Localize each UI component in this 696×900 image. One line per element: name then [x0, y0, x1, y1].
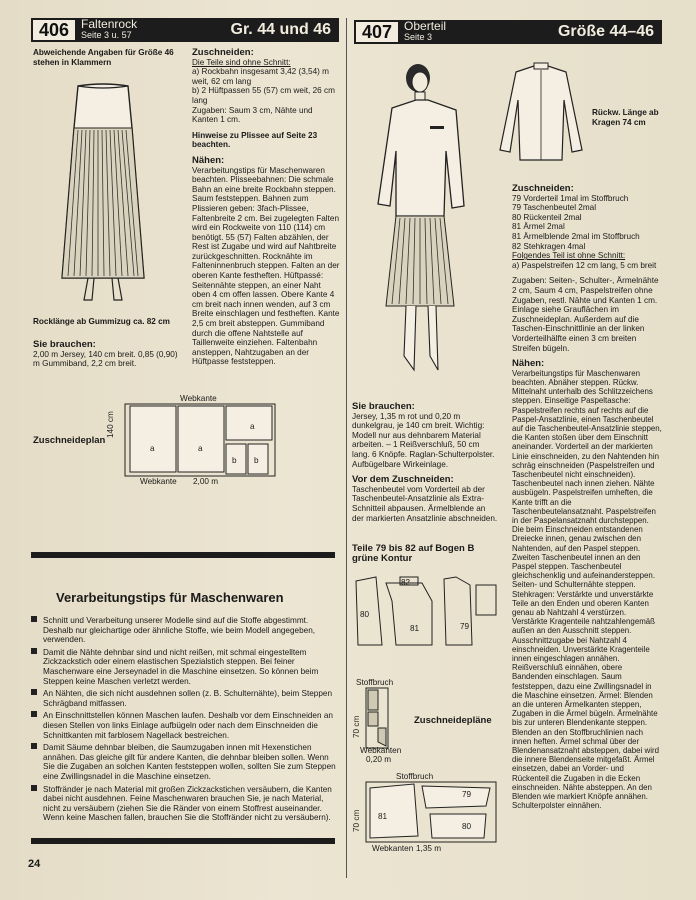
piece-label: b — [232, 456, 237, 465]
sewing-title: Nähen: — [192, 154, 225, 166]
pattern-size: Gr. 44 und 46 — [230, 21, 331, 38]
materials-text: 2,00 m Jersey, 140 cm breit. 0,85 (0,90) m Gummiband, 2,2 cm breit. — [33, 349, 178, 369]
plan-top-edge: Webkante — [180, 394, 217, 403]
piece-label: 81 — [410, 624, 420, 633]
materials-title: Sie brauchen: — [352, 401, 415, 412]
materials-title: Sie brauchen: — [33, 339, 96, 350]
pattern-subtitle: Seite 3 u. 57 — [81, 30, 132, 40]
plan1-fold: Stoffbruch — [356, 678, 394, 687]
cut-line: a) Paspelstreifen 12 cm lang, 5 cm breit — [512, 260, 657, 270]
list-item: An Nähten, die sich nicht ausdehnen sollen (z. B. Schulternähte), beim Steppen Schrägband mitfassen. — [31, 689, 337, 708]
pattern-number: 407 — [356, 22, 398, 42]
list-item: Schnitt und Verarbeitung unserer Modelle sind auf die Stoffe abgestimmt. Deshalb nur gleichartige oder ähnliche Stoffe, wie beim Modell angegeben, verwenden. — [31, 616, 337, 645]
interfacing: Einlage siehe Grauflächen im Zuschneideplan. Außerdem auf die Taschen-Einschnittlinie an der linken Vorderteilhälfte einen 3 cm breiten Streifen bügeln. — [512, 305, 645, 353]
pattern-number: 406 — [33, 20, 75, 40]
cut-line: Folgendes Teil ist ohne Schnitt: — [512, 251, 626, 261]
cutting-406 — [192, 48, 340, 367]
cut-line: a) Rockbahn insgesamt 3,42 (3,54) m weit, 62 cm lang — [192, 67, 329, 86]
piece-label: a — [250, 422, 255, 431]
plan2-height: 70 cm — [352, 809, 361, 832]
pattern-title: Faltenrock — [81, 17, 138, 31]
pleat-hint: Hinweise zu Plissee auf Seite 23 beachten. — [192, 130, 318, 150]
parts-title: Teile 79 bis 82 auf Bogen B grüne Kontur — [352, 543, 475, 564]
size-note: Abweichende Angaben für Größe 46 stehen in Klammern — [33, 48, 174, 67]
materials-text: Jersey, 1,35 m rot und 0,20 m dunkelgrau, je 140 cm breit. Wichtig: Modell nur aus dehnbarem Material arbeiten. – 1 Reißverschluß, 50 cm lang. 6 Knöpfe. Raglan-Schulterpolster. Aufbügelbare Wirkeinlage. — [352, 411, 495, 469]
plan2-edge: Webkanten — [372, 844, 414, 853]
cutting-title: Zuschneiden: — [512, 183, 574, 194]
header-406 — [31, 18, 339, 42]
header-407 — [354, 20, 662, 44]
pattern-pieces-diagram — [352, 575, 502, 665]
before-cutting-text: Taschenbeutel vom Vorderteil ab der Taschenbeutel-Ansatzlinie als Extra-Schnitteil abpausen. Ärmelblende an der markierten Ansatzlinie abschneiden. — [352, 484, 498, 523]
cutting-plan-title: Zuschneideplan — [33, 435, 106, 446]
pattern-title: Oberteil — [404, 19, 447, 33]
plan1-height: 70 cm — [352, 715, 361, 738]
cut-line: 79 Taschenbeutel 2mal — [512, 203, 597, 213]
cutting-plans-title: Zuschneidepläne — [414, 715, 492, 726]
tips-rule-bottom — [31, 838, 335, 844]
materials-406 — [33, 340, 183, 369]
cut-line: 81 Ärmel 2mal — [512, 222, 565, 232]
tips-title: Verarbeitungstips für Maschenwaren — [56, 590, 284, 605]
cut-line: Die Teile sind ohne Schnitt: — [192, 57, 291, 67]
pattern-subtitle: Seite 3 — [404, 32, 433, 42]
cut-line: 79 Vorderteil 1mal im Stoffbruch — [512, 193, 629, 203]
cutting-title: Zuschneiden: — [192, 47, 254, 58]
plan2-fold: Stoffbruch — [396, 772, 434, 781]
cut-line: 82 Stehkragen 4mal — [512, 241, 586, 251]
cutting-plan-406 — [110, 402, 280, 482]
piece-label: a — [150, 444, 155, 453]
list-item: Damit Säume dehnbar bleiben, die Saumzugaben innen mit Hexenstichen annähen. Das gleiche gilt für andere Kanten, die dehnbar bleiben sollen. Wenn Sie die Zugaben an solchen Kanten feststeppen wollen, sollten Sie zum Steppen eine Zwillingsnadel in die Maschine einsetzen. — [31, 743, 337, 781]
sewing-text: Verarbeitungstips für Maschenwaren beachten. Abnäher steppen. Rückw. Mittelnaht unterhalb des Schlitzzeichens steppen. Einseitige Paspeltasche: Paspelstreifen rechts auf rechts auf die Paspel-Ansatzlinie, einen Taschenbeutel auf die Taschenbeutel-Ansatzlinie steppen, die Kanten stoßen über dem Einschnitt aneinander. Vorderteil an der markierten Linie einschneiden, zu den Nahtenden hin schräg einschneiden (Paspelstreifen und Taschenbeutel nicht einschneiden). Taschenbeutel nach innen ziehen. Nähte ausbügeln. Paspelstreifen umheften, die Kante trifft an die Taschenbeutelansatznaht. Paspelstreifen in der Paspelansatznaht durchsteppen. Die beim Einschneiden entstandenen Dreiecke innen, genau zwischen den Nahtenden, auf den Paspel steppen. Zweiten Taschenbeutel innen an den Paspel steppen. Taschenbeutel gleichschenklig und aufeinandersteppen. Seiten- und Schulternähte steppen. Stehkragen: Verstärkte und unverstärkte Teile an den Enden und oberen Kanten genau ab Nahtzahl 4 verstürzen. Verstärkte Kragenteile nahtzahlengemäß außen an den Ausschnitt steppen. Ausschnittzugabe bei Nahtzahl 4 einschneiden. Unverstärkte Kragenteile innen eingeschlagen annähen. Reißverschluß einnähen, obere Bandenden einschlagen. Saum feststeppen, dazu eine Zwillingsnadel in die Maschine einsetzen. Ärmel: Blenden an die unteren Ärmelkanten steppen, Zugaben in die Ärmel bügeln. Ärmelnähte bis zur unteren Blendenkante steppen. Blenden an den Stoffbruchlinien nach innen heften. Ärmel schmal über der Blendenansatznaht absteppen, dabei wird die innere Blendenseite mitgefaßt. Ärmel einsetzen, dabei an Vorder- und Rückenteil die Zugaben in die Ecken einschneiden. Nähte absteppen. An den Blenden wie markiert Knöpfe annähen. Schulterpolster einnähen. — [512, 368, 662, 811]
tips-rule-top — [31, 552, 335, 558]
skirt-illustration — [48, 78, 158, 308]
cut-line: b) 2 Hüftpassen 55 (57) cm weit, 26 cm lang — [192, 86, 335, 105]
seam-allowance: Zugaben: Seiten-, Schulter-, Ärmelnähte 2 cm, Saum 4 cm, Paspelstreifen ohne Zugaben, restl. Nähte und Kanten 1 cm. — [512, 276, 659, 305]
piece-label: 79 — [460, 622, 470, 631]
materials-407 — [352, 402, 498, 523]
tips-list — [31, 616, 337, 826]
before-cutting-title: Vor dem Zuschneiden: — [352, 474, 454, 486]
seam-allowance: Zugaben: Saum 3 cm, Nähte und Kanten 1 cm. — [192, 105, 313, 125]
piece-label: 80 — [462, 822, 472, 831]
cut-line: 80 Rückenteil 2mal — [512, 212, 582, 222]
top-illustration — [372, 56, 492, 386]
plan-bottom-edge: Webkante — [140, 477, 177, 486]
pattern-size: Größe 44–46 — [557, 23, 654, 40]
column-divider — [346, 18, 347, 878]
list-item: Damit die Nähte dehnbar sind und nicht reißen, mit schmal eingestelltem Zickzackstich oder einem elastischen Spezialstich steppen. Bei feiner Maschenware eine Jerseynadel in die Maschine einsetzen. So können beim Steppen keine Maschen verletzt werden. — [31, 648, 337, 686]
piece-label: 79 — [462, 790, 472, 799]
piece-label: 82 — [401, 578, 411, 587]
plan1-edge: Webkanten — [360, 746, 402, 755]
cutting-plan-407a — [360, 686, 390, 750]
plan-width: 2,00 m — [193, 477, 219, 486]
piece-label: 80 — [360, 610, 370, 619]
back-view-illustration — [496, 60, 586, 170]
plan-height: 140 cm — [106, 411, 115, 438]
cutting-407 — [512, 184, 662, 810]
sewing-text: Verarbeitungstips für Maschenwaren beachten. Plisseebahnen: Die schmale Bahn an eine breite Rockbahn steppen. Saum feststeppen. Bahnen zum Plissieren geben: 3fach-Plissee, Faltenbreite 2 cm. Bei zugelegten Falten wird ein Rockweite von 110 (114) cm benötigt. 55 (57) Falten abzählen, der Rest ist Zugabe und wird auf Nahtbreite zurückgeschnitten. Rocknähte im Falteninnenbruch steppen. Falten an der oberen Kante festheften. Hüftpassé: Seitennähte steppen, an einer Naht oben 4 cm offen lassen. Obere Kante 4 cm breit nach innen wenden, auf 3 cm Breite einschlagen und festheften. Kante 2,5 cm breit absteppen. Gummiband durch die offene Nahtstelle auf Taillenweite einziehen. Faltenbahn ansteppen, Nahtzugaben an der Hüftpasse feststeppen. — [192, 165, 340, 367]
plan1-width: 0,20 m — [366, 755, 392, 764]
piece-label: b — [254, 456, 259, 465]
cut-line: 81 Ärmelblende 2mal im Stoffbruch — [512, 231, 640, 241]
piece-label: 81 — [378, 812, 388, 821]
list-item: Stoffränder je nach Material mit großen Zickzackstichen versäubern, die Kanten dabei nicht ausdehnen. Feine Maschenwaren brauchen Sie, je nach Material, nicht zu versäubern (ziehen Sie die Ränder von einem Stoffrest auseinander. Wenn keine Maschen fallen, brauchen Sie die Stoffränder nicht zu versäubern). — [31, 785, 337, 823]
back-length: Rückw. Länge ab Kragen 74 cm — [592, 108, 659, 127]
piece-label: a — [198, 444, 203, 453]
page-number: 24 — [28, 858, 41, 870]
skirt-length: Rocklänge ab Gummizug ca. 82 cm — [33, 317, 170, 326]
sewing-title: Nähen: — [512, 358, 545, 370]
list-item: An Einschnittstellen können Maschen laufen. Deshalb vor dem Einschneiden an diesen Stellen von links Einlage aufbügeln oder nach dem Einschneiden die Schnittkanten mit farblosem Nagellack bestreichen. — [31, 711, 337, 740]
plan2-width: 1,35 m — [416, 844, 442, 853]
